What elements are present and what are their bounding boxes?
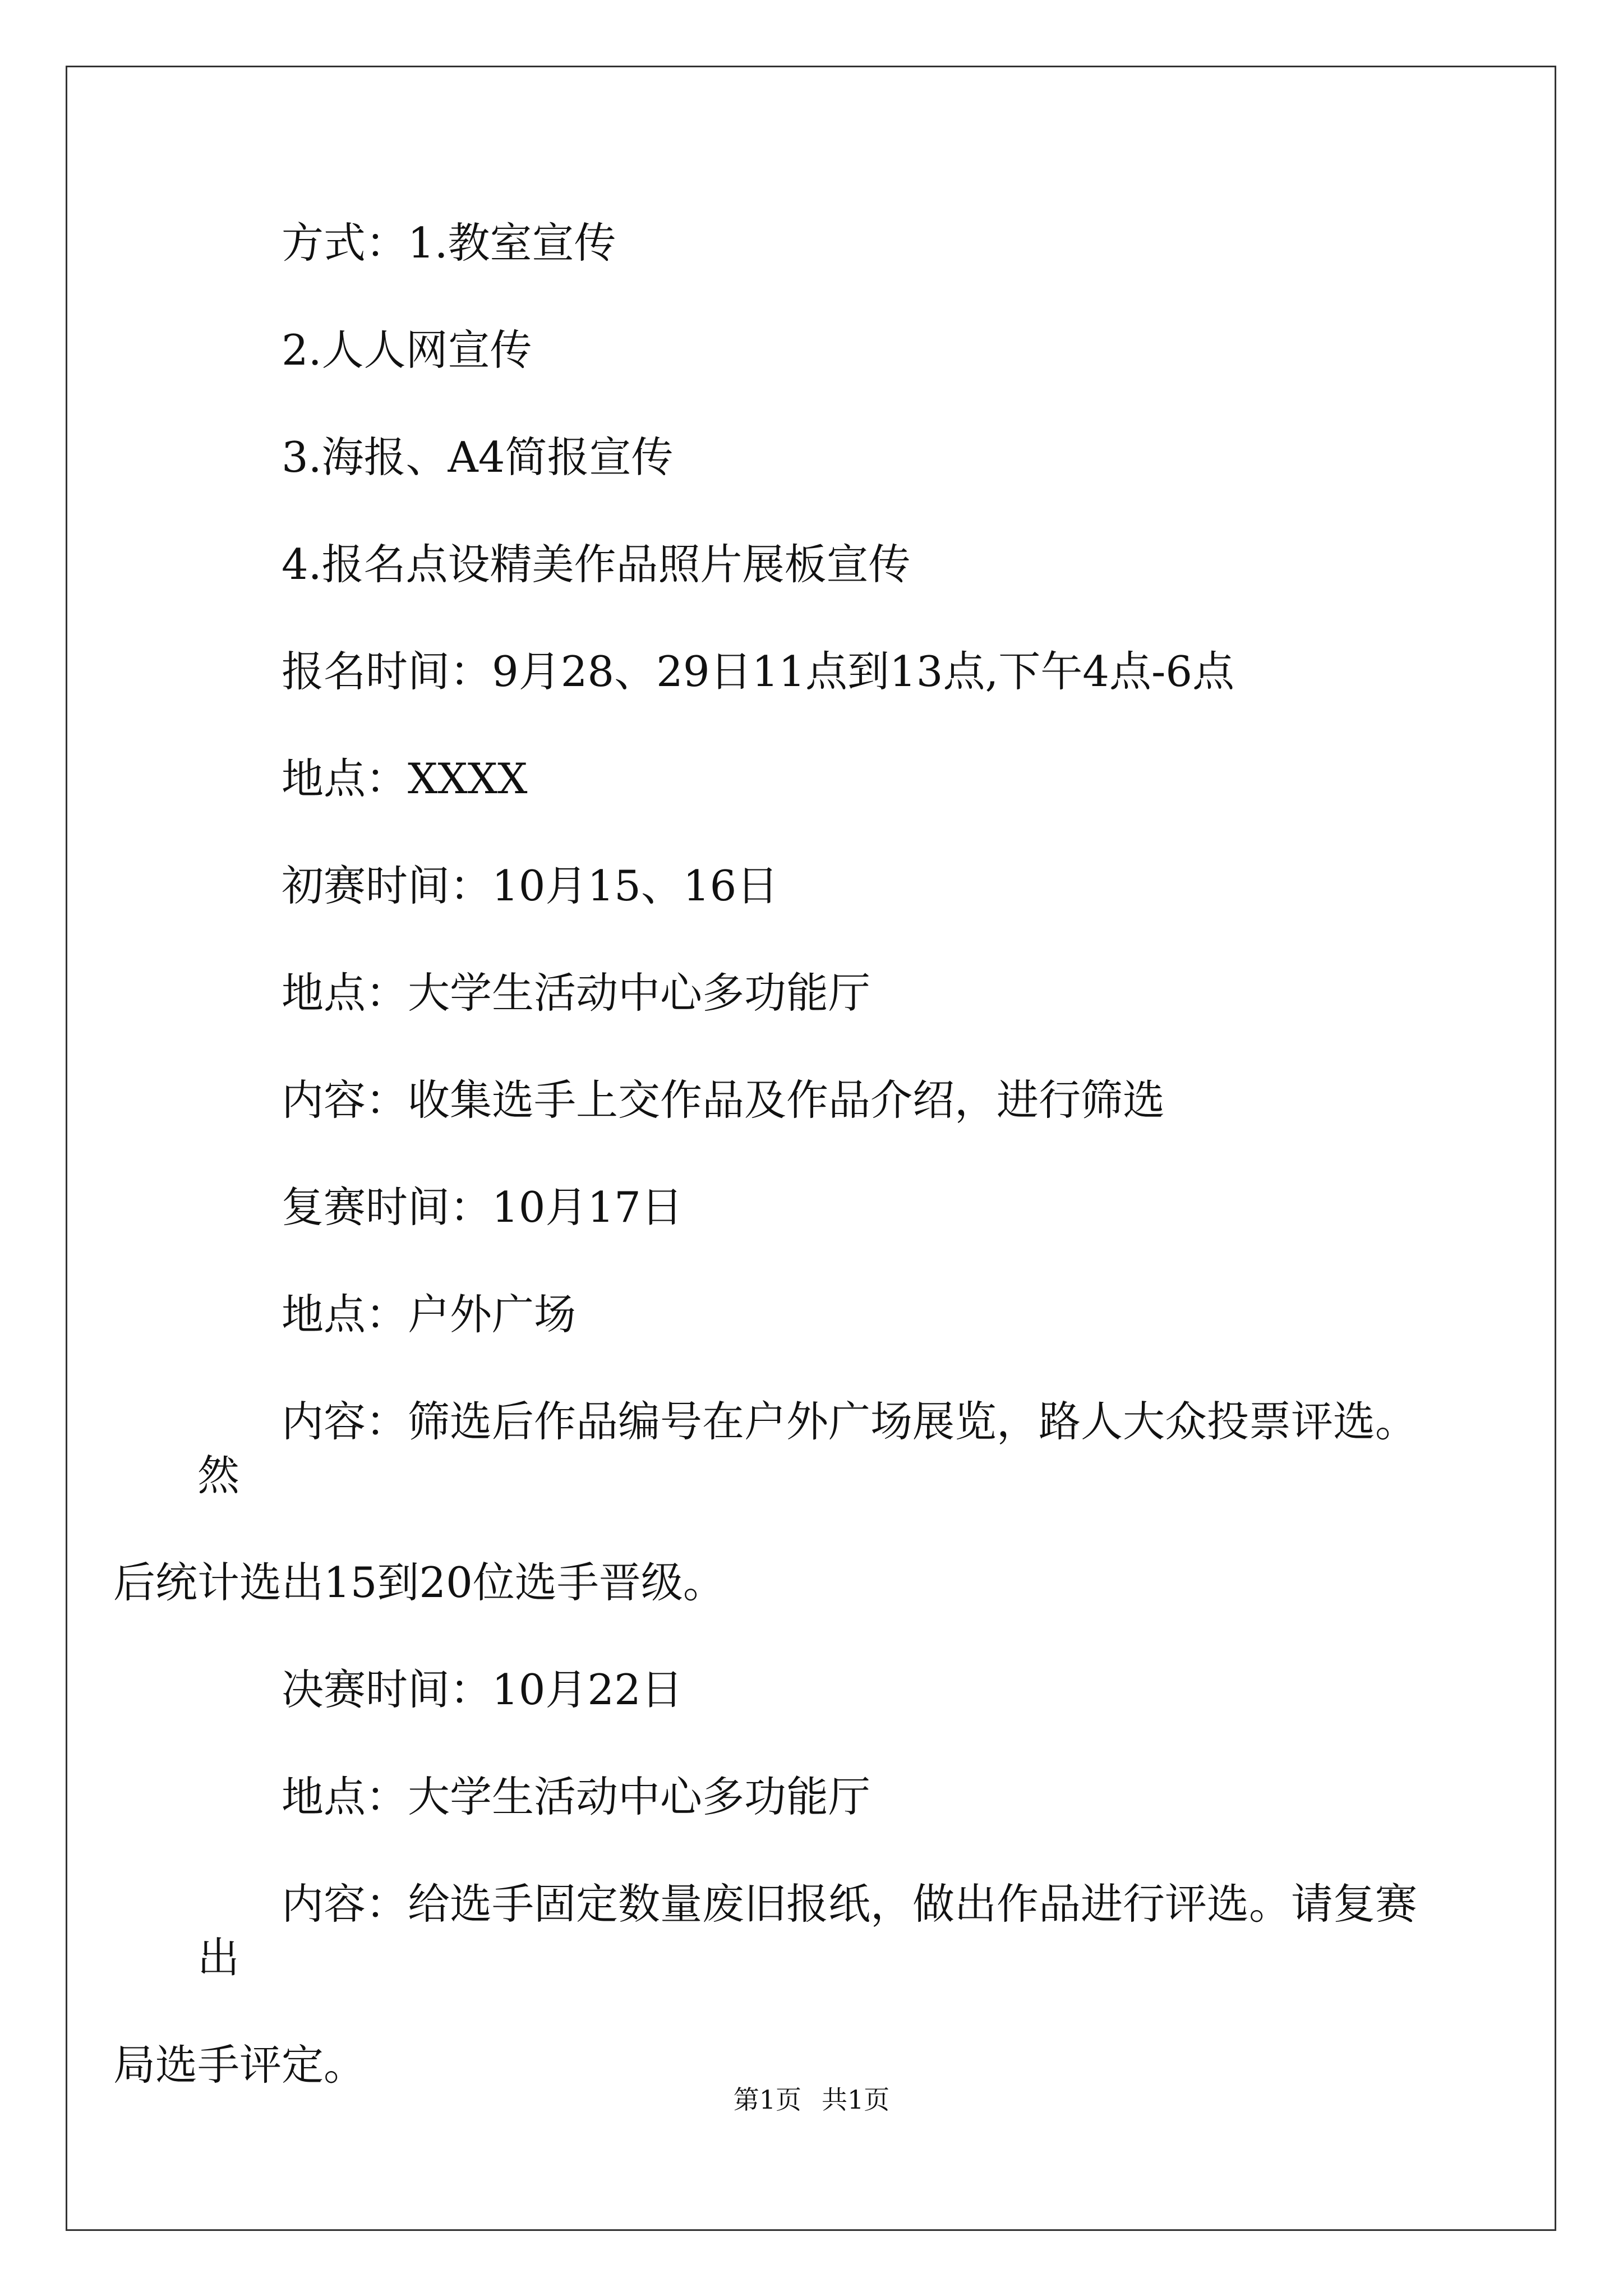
paragraph: 地点：户外广场 [282, 1290, 577, 1339]
paragraph: 复赛时间：10月17日 [282, 1182, 683, 1232]
paragraph: 地点：大学生活动中心多功能厅 [282, 968, 871, 1018]
paragraph: 决赛时间：10月22日 [282, 1665, 683, 1714]
paragraph: 4.报名点设精美作品照片展板宣传 [282, 540, 911, 589]
paragraph: 内容：收集选手上交作品及作品介绍，进行筛选 [282, 1075, 1165, 1125]
paragraph: 方式：1.教室宣传 [282, 218, 616, 268]
document-body [113, 216, 1448, 2145]
paragraph-line: 局选手评定。 [113, 2040, 366, 2090]
paragraph: 地点：XXXX [282, 754, 528, 803]
paragraph: 3.海报、A4简报宣传 [282, 432, 674, 482]
paragraph: 2.人人网宣传 [282, 325, 532, 375]
paragraph-line: 内容：给选手固定数量废旧报纸，做出作品进行评选。请复赛出 [197, 1879, 1418, 1982]
paragraph-multiline [113, 1395, 1448, 1609]
paragraph-multiline [113, 1877, 1448, 2092]
page-footer [0, 2079, 1623, 2116]
paragraph-line: 后统计选出15到20位选手晋级。 [113, 1558, 725, 1607]
paragraph: 报名时间：9月28、29日11点到13点,下午4点-6点 [282, 647, 1235, 696]
paragraph-line: 内容：筛选后作品编号在户外广场展览，路人大众投票评选。然 [197, 1397, 1418, 1500]
paragraph: 地点：大学生活动中心多功能厅 [282, 1772, 871, 1821]
paragraph: 初赛时间：10月15、16日 [282, 861, 779, 910]
page-total: 共1页 [822, 2085, 890, 2115]
page-number: 第1页 [733, 2085, 801, 2115]
